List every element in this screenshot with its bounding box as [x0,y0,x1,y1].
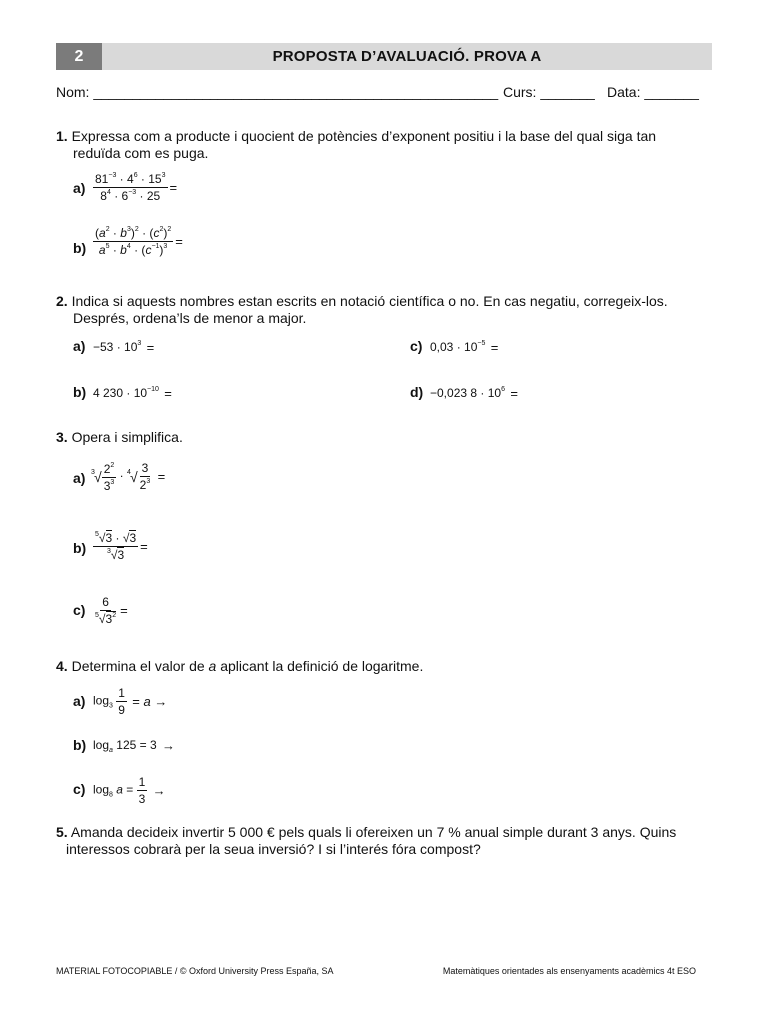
q2-d-label: d) [410,384,424,400]
question-4 [56,658,423,675]
name-label: Nom: [56,84,90,100]
question-1-text-cont: reduïda com es puga. [73,145,209,161]
q2-a-expression: $-53 \cdot 10^3$ = [93,340,155,356]
date-label: Data: [607,84,641,100]
date-blank: _______ [644,84,699,100]
question-4-text-post: aplicant la definició de logaritme. [220,658,424,674]
q2-c-label: c) [410,338,423,354]
question-2-number: 2. [56,293,68,309]
page-title: PROPOSTA D’AVALUACIÓ. PROVA A [272,48,542,65]
question-1-text: Expressa com a producte i quocient de potències d’exponent positiu i la base del qual siga tan [71,128,657,144]
q4-c-expression: $\log_8 a$ = $\frac{1}{3}$ → [93,775,166,806]
question-3 [56,429,183,446]
footer-copyright: MATERIAL FOTOCOPIABLE / © Oxford University Press España, SA [56,966,334,976]
question-3-text: Opera i simplifica. [71,429,183,445]
section-number: 2 [56,43,102,70]
question-2 [56,293,736,310]
q1-b-expression: $\frac{(a^2 \cdot b^3)^2 \cdot (c^2)^2}{a^5 \cdot b^4 \cdot (c^{-1})^3}$ = [95,226,183,257]
q3-c-expression: $\frac{6}{^5√3^2}$ = [95,595,128,626]
q3-c-label: c) [73,602,86,618]
q3-a-expression: 3 √ $\frac{2^2}{3^3}$ · 4 √ $\frac{3}{2^3}$ = [91,461,166,493]
q1-a-label: a) [73,180,86,196]
q1-a-expression: $\frac{81^{-3} \cdot 4^6 \cdot 15^3}{8^4 \cdot 6^{-3} \cdot 25}$ = [95,172,178,203]
q4-a-expression: $\log_3$ $\frac{1}{9}$ = a → [93,686,168,717]
name-blank: ____________________________________________________ [93,84,499,100]
q2-d-expression: −0,023 $8 \cdot 10^6$ = [430,386,518,402]
question-5-number: 5. [56,824,68,840]
q4-c-label: c) [73,781,86,797]
q3-b-label: b) [73,540,87,556]
question-3-number: 3. [56,429,68,445]
question-5-text: Amanda decideix invertir 5 000 € pels quals li ofereixen un 7 % anual simple durant 3 anys. Quins [70,824,677,840]
footer-book-title: Matemàtiques orientades als ensenyaments acadèmics 4t ESO [442,966,696,976]
q4-a-label: a) [73,693,86,709]
course-field [503,84,595,100]
question-5-text-cont: interessos cobrarà per la seua inversió? I si l’interés fóra compost? [66,841,481,857]
question-2-text: Indica si aquests nombres estan escrits en notació científica o no. En cas negatiu, corregeix-los. [71,293,668,309]
question-1-number: 1. [56,128,68,144]
question-4-text-pre: Determina el valor de [71,658,205,674]
question-4-number: 4. [56,658,68,674]
course-blank: _______ [540,84,595,100]
q2-b-label: b) [73,384,87,400]
q4-b-label: b) [73,737,87,753]
course-label: Curs: [503,84,537,100]
date-field [607,84,699,100]
question-1 [56,128,716,145]
q2-a-label: a) [73,338,86,354]
q3-b-expression: $\frac{^5√3 \cdot √3}{^3√3}$ = [95,531,148,562]
question-4-variable: a [208,658,217,674]
question-5 [56,824,736,841]
question-2-text-cont: Després, ordena’ls de menor a major. [73,310,307,326]
name-field [56,84,498,100]
q2-c-expression: $0,03 \cdot 10^{-5}$ = [430,340,499,356]
q2-b-expression: 4 $230 \cdot 10^{-10}$ = [93,386,172,402]
q3-a-label: a) [73,470,86,486]
q4-b-expression: $\log_a 125 = 3$ → [93,738,175,754]
q1-b-label: b) [73,240,87,256]
